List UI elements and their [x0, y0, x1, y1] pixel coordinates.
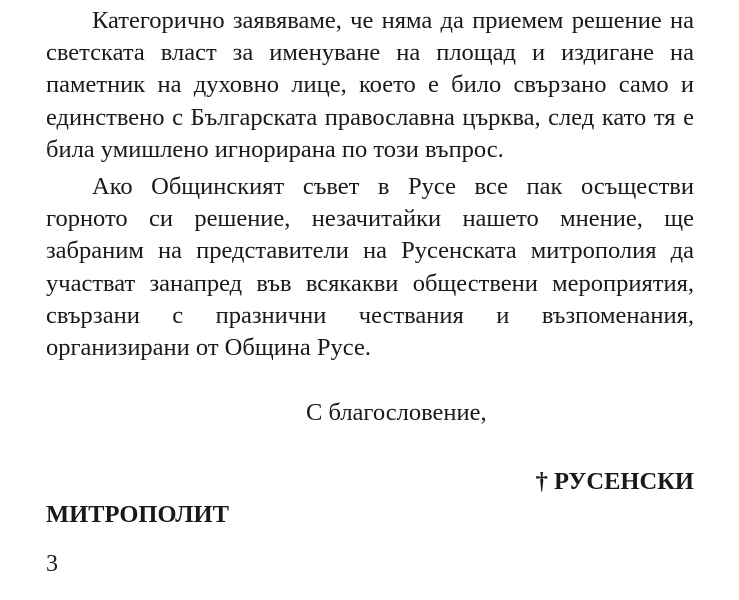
signature-title: МИТРОПОЛИТ [46, 501, 229, 528]
closing-salutation: С благословение, [306, 399, 487, 426]
paragraph-2: Ако Общинският съвет в Русе все пак осъществи горното си решение, незачитайки нашето мнение, ще забраним на представители на Русенската митрополия да участват занапред във всякакви обществени мероприятия, свързани с празнични чествания и възпоменания, организирани от Община Русе. [46, 173, 694, 362]
page-number: 3 [46, 551, 58, 577]
paragraph-1: Категорично заявяваме, че няма да приемем решение на светската власт за именуване на площад и издигане на паметник на духовно лице, което е било свързано само и единствено с Българската православна църква, след като тя е била умишлено игнорирана по този въпрос. [46, 7, 694, 163]
signature-name: † РУСЕНСКИ [535, 468, 694, 495]
